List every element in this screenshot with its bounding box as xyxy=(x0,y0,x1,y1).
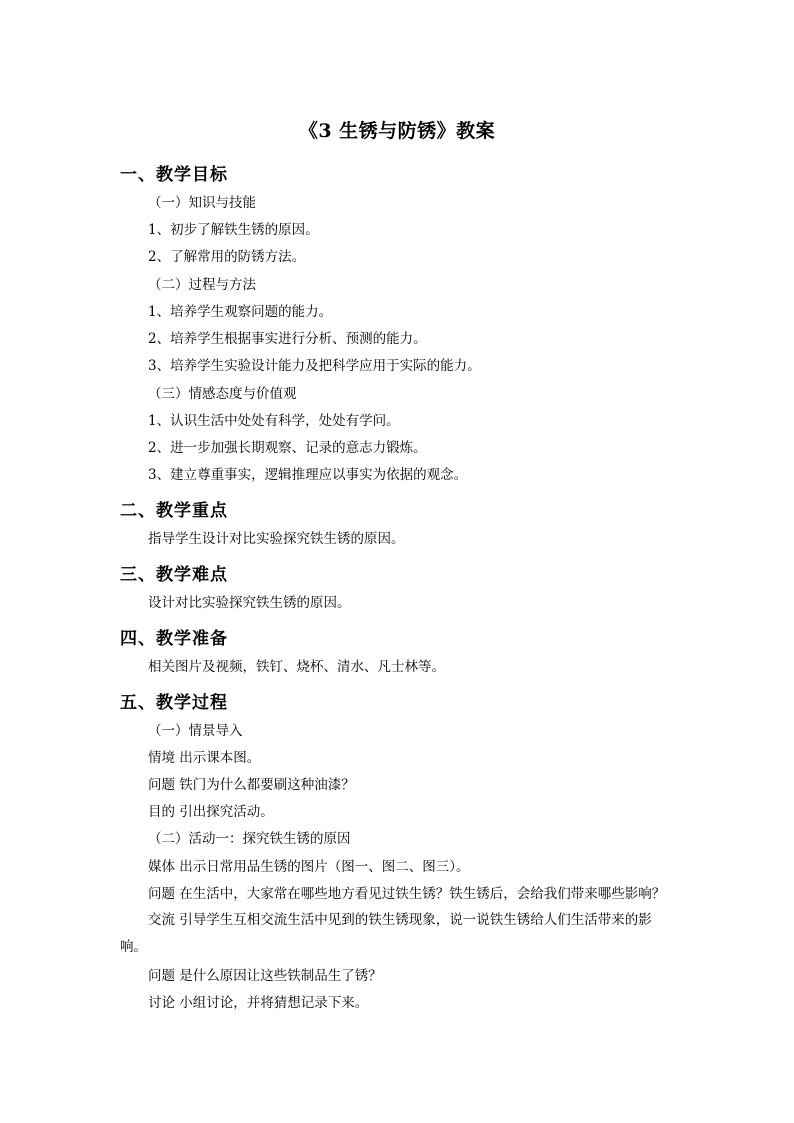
subheading-activity-one: （二）活动一：探究铁生锈的原因 xyxy=(148,831,351,847)
document-title: 《3 生锈与防锈》教案 xyxy=(298,120,496,142)
objective-item: 1、培养学生观察问题的能力。 xyxy=(148,304,333,320)
process-item: 媒体 出示日常用品生锈的图片（图一、图二、图三）。 xyxy=(148,859,470,875)
section-heading-objectives: 一、教学目标 xyxy=(120,165,228,185)
section-heading-difficulties: 三、教学难点 xyxy=(120,565,228,585)
subheading-process-method: （二）过程与方法 xyxy=(148,277,256,293)
preparation-text: 相关图片及视频，铁钉、烧杯、清水、凡士林等。 xyxy=(148,659,445,675)
objective-item: 2、进一步加强长期观察、记录的意志力锻炼。 xyxy=(148,440,427,456)
process-item: 问题 铁门为什么都要刷这种油漆？ xyxy=(148,777,355,793)
process-item: 问题 是什么原因让这些铁制品生了锈？ xyxy=(148,968,382,984)
subheading-scenario-intro: （一）情景导入 xyxy=(148,723,243,739)
process-item: 讨论 小组讨论，并将猜想记录下来。 xyxy=(148,995,369,1011)
process-item-wrapped: 交流 引导学生互相交流生活中见到的铁生锈现象，说一说铁生锈给人们生活带来的影响。 xyxy=(120,912,652,955)
subheading-knowledge-skills: （一）知识与技能 xyxy=(148,195,256,211)
objective-item: 3、建立尊重事实，逻辑推理应以事实为依据的观念。 xyxy=(148,467,468,483)
subheading-attitude-values: （三）情感态度与价值观 xyxy=(148,386,297,402)
objective-item: 1、认识生活中处处有科学，处处有学问。 xyxy=(148,413,400,429)
objective-item: 2、培养学生根据事实进行分析、预测的能力。 xyxy=(148,331,427,347)
section-heading-preparation: 四、教学准备 xyxy=(120,629,228,649)
section-heading-key-points: 二、教学重点 xyxy=(120,501,228,521)
key-points-text: 指导学生设计对比实验探究铁生锈的原因。 xyxy=(148,531,405,547)
process-item: 情境 出示课本图。 xyxy=(148,750,261,766)
process-item: 问题 在生活中，大家常在哪些地方看见过铁生锈？铁生锈后，会给我们带来哪些影响？ xyxy=(148,886,666,902)
section-heading-process: 五、教学过程 xyxy=(120,693,228,713)
difficulties-text: 设计对比实验探究铁生锈的原因。 xyxy=(148,595,351,611)
objective-item: 1、初步了解铁生锈的原因。 xyxy=(148,222,319,238)
objective-item: 3、培养学生实验设计能力及把科学应用于实际的能力。 xyxy=(148,358,481,374)
objective-item: 2、了解常用的防锈方法。 xyxy=(148,249,306,265)
process-item: 目的 引出探究活动。 xyxy=(148,804,274,820)
